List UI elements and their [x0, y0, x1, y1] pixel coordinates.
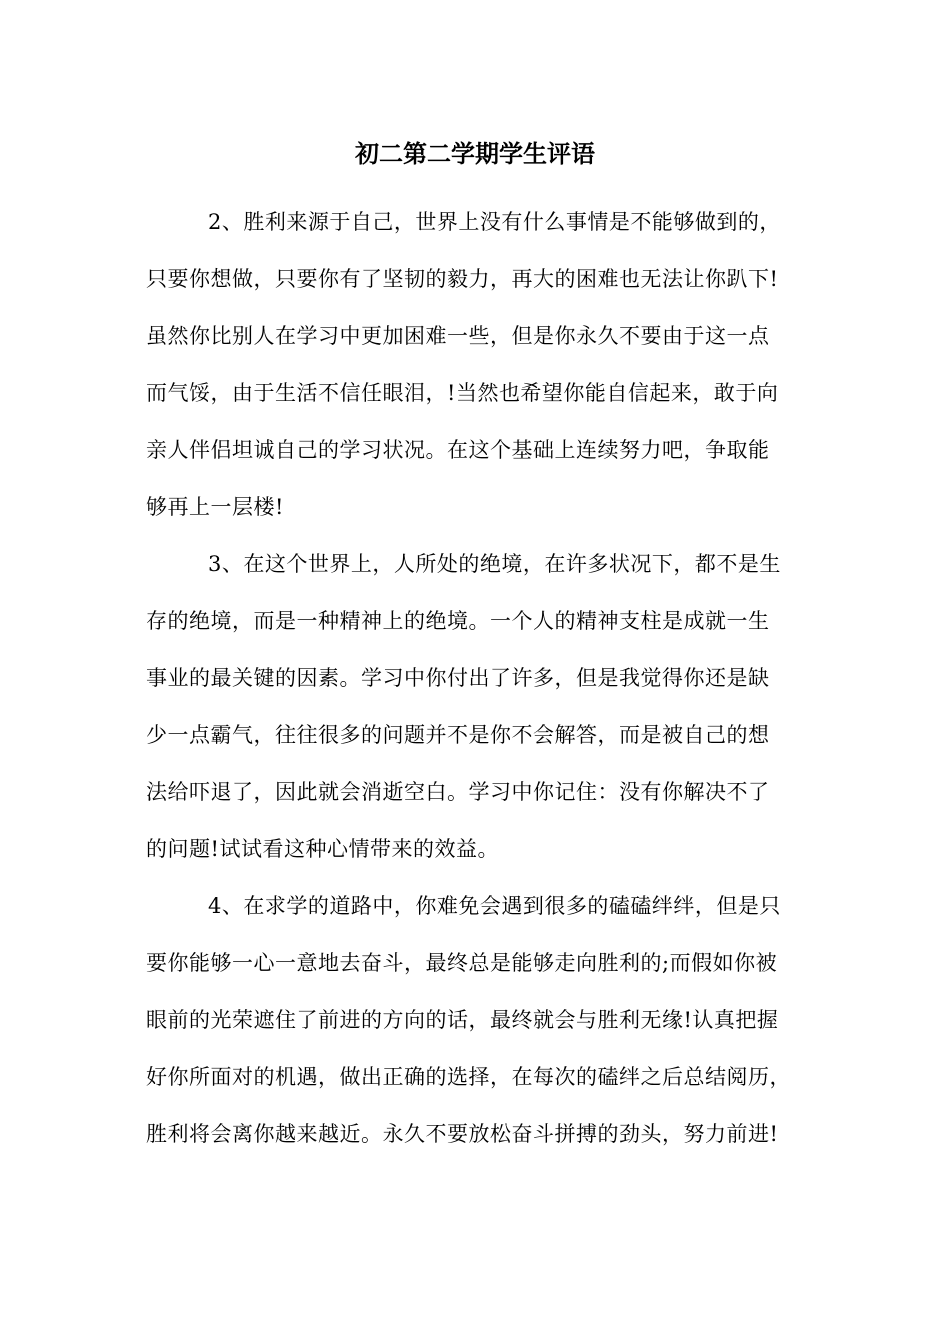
paragraph-3-line-1: 3、在这个世界上，人所处的绝境，在许多状况下，都不是生: [208, 552, 781, 576]
paragraph-2-line-3: 虽然你比别人在学习中更加困难一些，但是你永久不要由于这一点: [146, 324, 770, 348]
paragraph-2-line-5: 亲人伴侣坦诚自己的学习状况。在这个基础上连续努力吧，争取能: [146, 438, 770, 462]
paragraph-4-line-3: 眼前的光荣遮住了前进的方向的话，最终就会与胜利无缘!认真把握: [146, 1008, 779, 1032]
document-title: 初二第二学期学生评语: [355, 140, 595, 168]
paragraph-3-line-2: 存的绝境，而是一种精神上的绝境。一个人的精神支柱是成就一生: [146, 609, 770, 633]
paragraph-3-line-6: 的问题!试试看这种心情带来的效益。: [146, 837, 499, 861]
paragraph-2-line-2: 只要你想做，只要你有了坚韧的毅力，再大的困难也无法让你趴下!: [146, 267, 779, 291]
paragraph-3-line-3: 事业的最关键的因素。学习中你付出了许多，但是我觉得你还是缺: [146, 666, 770, 690]
paragraph-4-line-1: 4、在求学的道路中，你难免会遇到很多的磕磕绊绊，但是只: [208, 894, 781, 918]
paragraph-2-line-4: 而气馁，由于生活不信任眼泪，!当然也希望你能自信起来，敢于向: [146, 381, 779, 405]
paragraph-2-line-1: 2、胜利来源于自己，世界上没有什么事情是不能够做到的，: [208, 210, 781, 234]
document-body: [146, 202, 826, 1171]
paragraph-4-line-2: 要你能够一心一意地去奋斗，最终总是能够走向胜利的;而假如你被: [146, 951, 778, 975]
paragraph-4-line-4: 好你所面对的机遇，做出正确的选择，在每次的磕绊之后总结阅历，: [146, 1065, 791, 1089]
paragraph-4-line-5: 胜利将会离你越来越近。永久不要放松奋斗拼搏的劲头，努力前进!: [146, 1122, 779, 1146]
paragraph-2-line-6: 够再上一层楼!: [146, 495, 284, 519]
paragraph-3-line-5: 法给吓退了，因此就会消逝空白。学习中你记住：没有你解决不了: [146, 780, 770, 804]
paragraph-3-line-4: 少一点霸气，往往很多的问题并不是你不会解答，而是被自己的想: [146, 723, 770, 747]
